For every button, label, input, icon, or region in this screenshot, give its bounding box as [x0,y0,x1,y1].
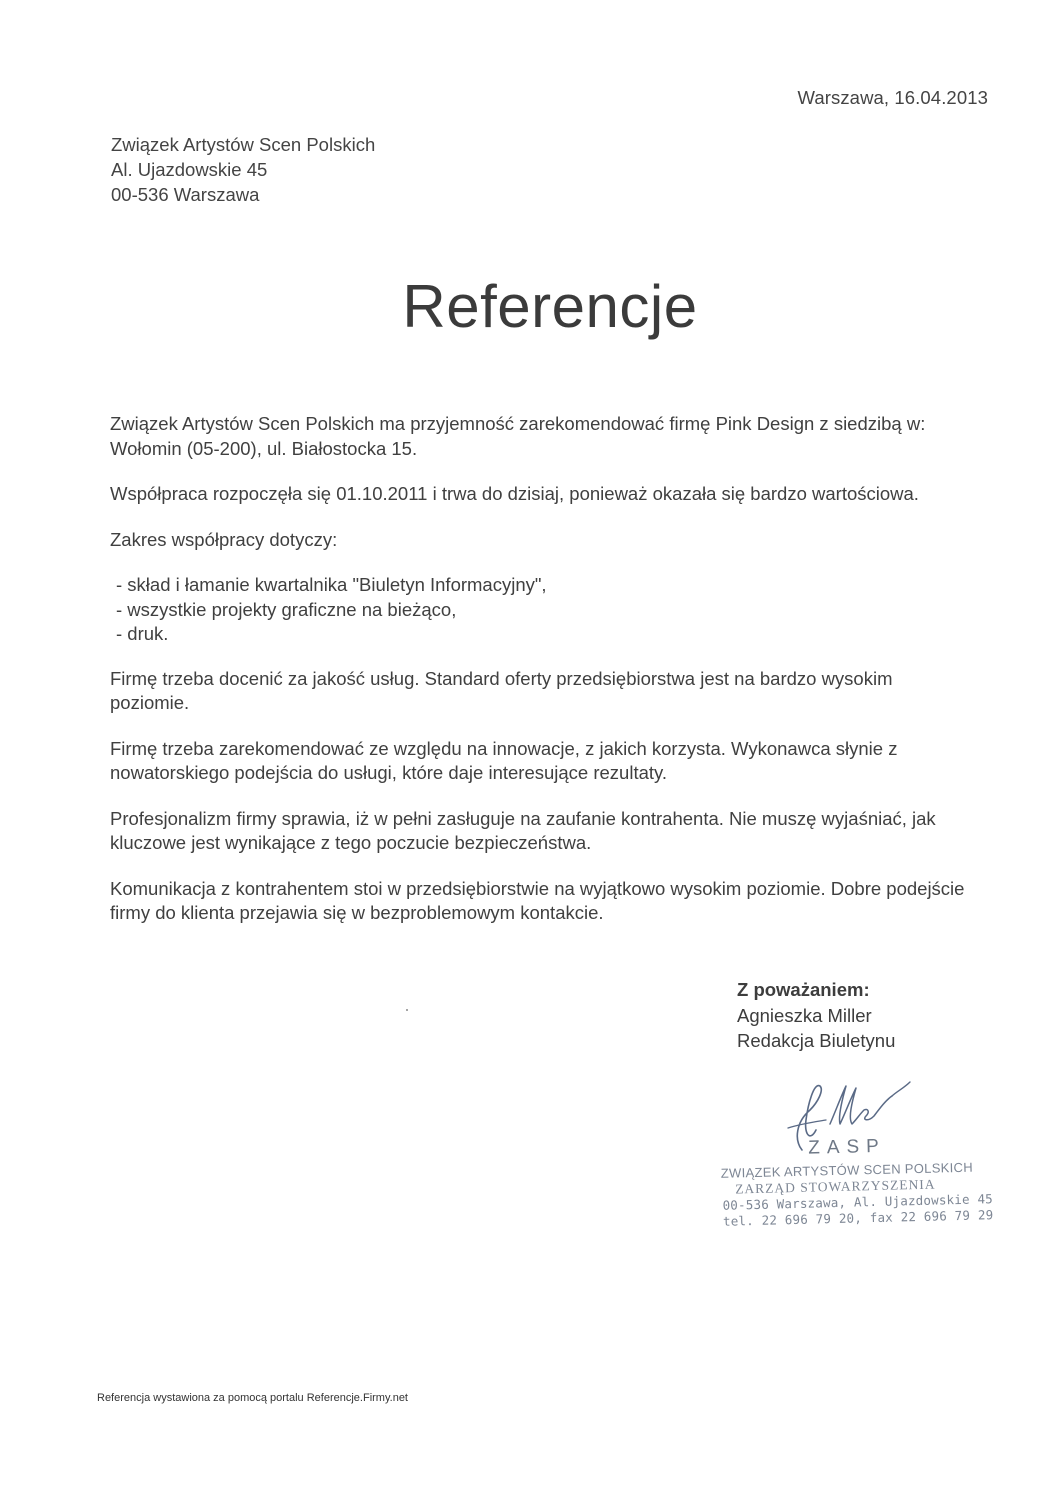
list-item: - wszystkie projekty graficzne na bieżąco, [116,598,457,620]
paragraph-professionalism: Profesjonalizm firmy sprawia, iż w pełni zasługuje na zaufanie kontrahenta. Nie muszę wyjaśniać, jak kluczowe jest wynikające z tego poczucie bezpieczeństwa. [110,807,936,853]
signer-name: Agnieszka Miller [737,1004,872,1026]
paragraph-innovation: Firmę trzeba zarekomendować ze względu na innowacje, z jakich korzysta. Wykonawca słynie z nowatorskiego podejścia do usługi, które daje interesujące rezultaty. [110,737,898,783]
paragraph-cooperation: Współpraca rozpoczęła się 01.10.2011 i trwa do dzisiaj, ponieważ okazała się bardzo wartościowa. [110,483,919,504]
paragraph-scope-intro: Zakres współpracy dotyczy: [110,528,338,550]
stamp-abbreviation: ZASP [807,1135,887,1159]
recipient-address [111,132,375,207]
scan-speck [406,1009,408,1011]
letter-date: Warszawa, 16.04.2013 [797,87,988,108]
organization-stamp [712,1134,994,1230]
paragraph-intro: Związek Artystów Scen Polskich ma przyjemność zarekomendować firmę Pink Design z siedzibą w: Wołomin (05-200), ul. Białostocka 15. [110,413,926,459]
page-title: Referencje [402,273,698,340]
signer-role: Redakcja Biuletynu [737,1030,896,1051]
stamp-address: 00-536 Warszawa, Al. Ujazdowskie 45 [722,1191,994,1213]
letter-body [110,412,970,947]
paragraph-communication: Komunikacja z kontrahentem stoi w przedsiębiorstwie na wyjątkowo wysokim poziomie. Dobre podejście firmy do klienta przejawia się w bezproblemowym kontakcie. [110,877,965,923]
recipient-name: Związek Artystów Scen Polskich [111,134,376,155]
recipient-city: 00-536 Warszawa [111,184,260,205]
stamp-board: ZARZĄD STOWARZYSZENIA [735,1176,936,1197]
scope-list [110,573,970,647]
list-item: - druk. [116,623,169,644]
stamp-organization: ZWIĄZEK ARTYSTÓW SCEN POLSKICH [720,1159,974,1181]
list-item: - skład i łamanie kwartalnika "Biuletyn Informacyjny", [116,574,547,595]
closing-block [737,977,895,1054]
footer-note: Referencja wystawiona za pomocą portalu Referencje.Firmy.net [97,1392,408,1404]
paragraph-quality: Firmę trzeba docenić za jakość usług. Standard oferty przedsiębiorstwa jest na bardzo wysokim poziomie. [110,667,893,713]
recipient-street: Al. Ujazdowskie 45 [111,159,268,180]
closing-greeting: Z poważaniem: [737,979,870,1000]
stamp-phone: tel. 22 696 79 20, fax 22 696 79 29 [722,1207,994,1229]
